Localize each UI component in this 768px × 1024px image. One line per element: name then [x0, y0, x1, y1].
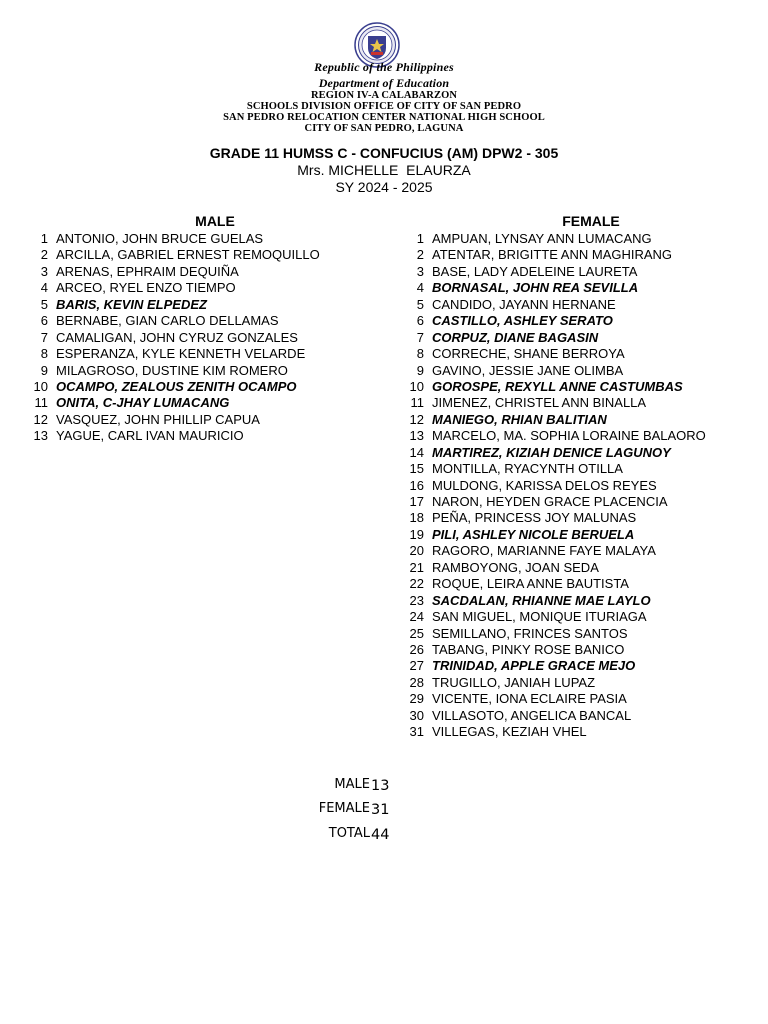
student-name: YAGUE, CARL IVAN MAURICIO	[56, 428, 244, 444]
list-item	[30, 231, 320, 247]
student-number: 20	[409, 543, 424, 559]
list-item	[30, 428, 320, 444]
student-name: SAN MIGUEL, MONIQUE ITURIAGA	[432, 609, 647, 625]
student-number: 1	[416, 231, 424, 246]
list-item	[406, 576, 706, 592]
list-item	[406, 543, 706, 559]
list-item	[406, 247, 706, 263]
list-item	[406, 428, 706, 444]
list-item	[30, 379, 320, 395]
student-name: NARON, HEYDEN GRACE PLACENCIA	[432, 494, 668, 509]
student-name: MANIEGO, RHIAN BALITIAN	[432, 411, 607, 427]
student-name: TRINIDAD, APPLE GRACE MEJO	[432, 658, 636, 674]
female-total-value: 31	[371, 802, 390, 818]
list-item	[406, 724, 706, 740]
list-item	[30, 330, 320, 346]
student-number: 12	[409, 411, 424, 427]
list-item	[406, 510, 706, 526]
department-heading: Department of Education	[318, 76, 450, 90]
list-item	[30, 395, 320, 411]
student-name: MILAGROSO, DUSTINE KIM ROMERO	[56, 362, 288, 378]
student-number: 17	[409, 494, 424, 509]
student-name: VICENTE, IONA ECLAIRE PASIA	[432, 691, 627, 707]
student-name: ARENAS, EPHRAIM DEQUIÑA	[56, 263, 239, 279]
student-number: 8	[416, 346, 424, 362]
student-name: MARCELO, MA. SOPHIA LORAINE BALAORO	[432, 428, 706, 444]
list-item	[30, 363, 320, 379]
division-heading: SCHOOLS DIVISION OFFICE OF CITY OF SAN PEDRO	[246, 101, 522, 112]
list-item	[30, 264, 320, 280]
student-number: 27	[409, 658, 424, 674]
student-number: 18	[409, 510, 424, 526]
student-number: 6	[40, 313, 48, 329]
list-item	[30, 280, 320, 296]
list-item	[406, 313, 706, 329]
student-number: 1	[40, 231, 48, 246]
student-name: ESPERANZA, KYLE KENNETH VELARDE	[56, 346, 306, 362]
list-item	[30, 297, 320, 313]
student-number: 2	[416, 247, 424, 263]
student-number: 9	[40, 362, 48, 378]
student-name: TRUGILLO, JANIAH LUPAZ	[432, 674, 596, 690]
list-item	[30, 412, 320, 428]
student-number: 24	[409, 609, 424, 625]
student-name: MULDONG, KARISSA DELOS REYES	[432, 477, 657, 493]
student-number: 23	[409, 592, 424, 608]
student-number: 22	[409, 576, 424, 592]
student-number: 10	[409, 378, 424, 394]
student-name: CASTILLO, ASHLEY SERATO	[432, 313, 613, 329]
student-name: VILLASOTO, ANGELICA BANCAL	[432, 707, 632, 723]
student-number: 14	[409, 444, 424, 460]
female-total-label: FEMALE	[318, 801, 370, 816]
student-name: SEMILLANO, FRINCES SANTOS	[432, 625, 628, 641]
male-column-heading: MALE	[195, 213, 235, 229]
student-name: GAVINO, JESSIE JANE OLIMBA	[432, 362, 624, 378]
school-year: SY 2024 - 2025	[335, 179, 433, 195]
student-number: 11	[34, 395, 48, 411]
student-name: BARIS, KEVIN ELPEDEZ	[56, 296, 207, 312]
list-item	[406, 691, 706, 707]
adviser-name: Mrs. MICHELLE ELAURZA	[297, 162, 471, 178]
student-number: 21	[409, 559, 424, 575]
grand-total-label: TOTAL	[328, 826, 370, 841]
student-number: 10	[33, 378, 48, 394]
student-number: 11	[410, 395, 424, 411]
list-item	[30, 313, 320, 329]
student-name: BORNASAL, JOHN REA SEVILLA	[432, 280, 639, 296]
list-item	[406, 527, 706, 543]
city-heading: CITY OF SAN PEDRO, LAGUNA	[304, 123, 464, 134]
list-item	[406, 445, 706, 461]
student-name: SACDALAN, RHIANNE MAE LAYLO	[432, 592, 651, 608]
list-item	[406, 297, 706, 313]
student-name: CAMALIGAN, JOHN CYRUZ GONZALES	[56, 329, 298, 345]
student-name: BASE, LADY ADELEINE LAURETA	[432, 263, 638, 279]
female-student-list	[406, 231, 706, 741]
grand-total-value: 44	[371, 827, 390, 843]
list-item	[406, 330, 706, 346]
republic-heading: Republic of the Philippines	[314, 60, 454, 74]
student-name: PEÑA, PRINCESS JOY MALUNAS	[432, 510, 637, 526]
school-heading: SAN PEDRO RELOCATION CENTER NATIONAL HIGH SCHOOL	[223, 112, 545, 123]
student-number: 7	[40, 329, 48, 345]
student-number: 4	[40, 280, 48, 296]
list-item	[406, 363, 706, 379]
student-name: TABANG, PINKY ROSE BANICO	[432, 641, 625, 657]
student-number: 15	[409, 461, 424, 477]
list-item	[406, 231, 706, 247]
student-number: 4	[416, 280, 424, 296]
male-student-list	[30, 231, 320, 445]
list-item	[406, 642, 706, 658]
student-name: ONITA, C-JHAY LUMACANG	[56, 395, 230, 411]
student-number: 3	[40, 263, 48, 279]
list-item	[406, 395, 706, 411]
student-number: 3	[416, 263, 424, 279]
student-number: 29	[409, 691, 424, 707]
student-name: RAMBOYONG, JOAN SEDA	[432, 559, 599, 575]
student-name: GOROSPE, REXYLL ANNE CASTUMBAS	[432, 378, 683, 394]
student-name: ROQUE, LEIRA ANNE BAUTISTA	[432, 576, 629, 592]
student-number: 13	[409, 428, 424, 444]
list-item	[406, 626, 706, 642]
female-column-heading: FEMALE	[562, 213, 620, 229]
list-item	[406, 658, 706, 674]
list-item	[406, 379, 706, 395]
student-name: PILI, ASHLEY NICOLE BERUELA	[432, 526, 635, 542]
list-item	[406, 593, 706, 609]
student-name: RAGORO, MARIANNE FAYE MALAYA	[432, 543, 656, 559]
list-item	[406, 494, 706, 510]
list-item	[406, 264, 706, 280]
student-number: 19	[409, 526, 424, 542]
student-number: 7	[416, 329, 424, 345]
student-number: 9	[416, 362, 424, 378]
student-number: 16	[409, 477, 424, 493]
student-number: 26	[409, 641, 424, 657]
student-number: 5	[416, 296, 424, 312]
student-number: 25	[409, 625, 424, 641]
list-item	[30, 247, 320, 263]
male-total-label: MALE	[334, 777, 370, 792]
list-item	[406, 675, 706, 691]
student-name: ATENTAR, BRIGITTE ANN MAGHIRANG	[432, 247, 673, 263]
list-item	[30, 346, 320, 362]
student-name: OCAMPO, ZEALOUS ZENITH OCAMPO	[56, 378, 297, 394]
student-name: CORPUZ, DIANE BAGASIN	[432, 329, 599, 345]
student-name: MARTIREZ, KIZIAH DENICE LAGUNOY	[432, 444, 671, 460]
list-item	[406, 412, 706, 428]
student-number: 31	[409, 724, 424, 740]
student-name: JIMENEZ, CHRISTEL ANN BINALLA	[432, 395, 647, 411]
student-number: 28	[409, 674, 424, 690]
student-number: 13	[33, 428, 48, 444]
student-number: 30	[409, 707, 424, 723]
student-name: VASQUEZ, JOHN PHILLIP CAPUA	[56, 411, 260, 427]
student-number: 2	[40, 247, 48, 263]
student-name: ANTONIO, JOHN BRUCE GUELAS	[56, 231, 264, 246]
student-number: 5	[40, 296, 48, 312]
student-name: MONTILLA, RYACYNTH OTILLA	[432, 461, 623, 477]
student-name: AMPUAN, LYNSAY ANN LUMACANG	[432, 231, 652, 246]
list-item	[406, 280, 706, 296]
list-item	[406, 461, 706, 477]
region-heading: REGION IV-A CALABARZON	[310, 90, 458, 101]
list-item	[406, 609, 706, 625]
student-name: VILLEGAS, KEZIAH VHEL	[432, 724, 587, 740]
list-item	[406, 346, 706, 362]
list-item	[406, 478, 706, 494]
male-total-value: 13	[371, 778, 390, 794]
student-name: CORRECHE, SHANE BERROYA	[432, 346, 625, 362]
list-item	[406, 560, 706, 576]
student-name: ARCILLA, GABRIEL ERNEST REMOQUILLO	[56, 247, 320, 263]
student-number: 6	[416, 313, 424, 329]
list-item	[406, 708, 706, 724]
student-name: ARCEO, RYEL ENZO TIEMPO	[56, 280, 236, 296]
student-name: BERNABE, GIAN CARLO DELLAMAS	[56, 313, 279, 329]
section-title: GRADE 11 HUMSS C - CONFUCIUS (AM) DPW2 - 305	[209, 145, 559, 161]
student-number: 12	[33, 411, 48, 427]
student-name: CANDIDO, JAYANN HERNANE	[432, 296, 616, 312]
student-number: 8	[40, 346, 48, 362]
